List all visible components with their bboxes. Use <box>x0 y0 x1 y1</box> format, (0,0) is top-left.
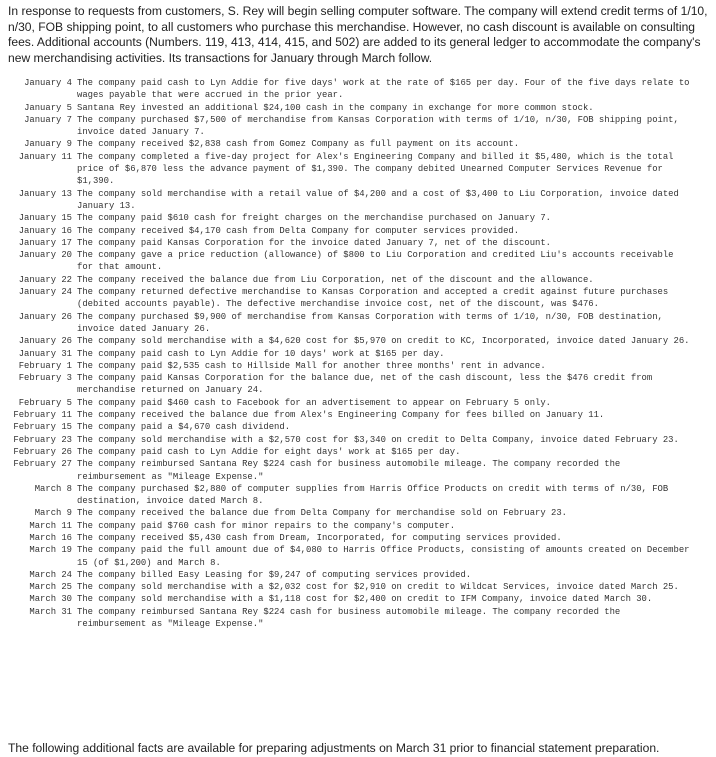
problem-intro: In response to requests from customers, S. Rey will begin selling computer software. The company will extend credit terms of 1/10, n/30, FOB shipping point, to all customers who purchase this merchandise. However, no cash discount is available on consulting fees. Additional accounts (Numbers. 119, 413, 414, 415, and 502) are added to its general ledger to accommodate the company's new merchandising activities. Its transactions for January through March follow. <box>8 4 708 65</box>
transaction-description: The company gave a price reduction (allowance) of $800 to Liu Corporation and credited Liu's accounts receivable for that amount. <box>77 250 674 273</box>
transaction-date: March 31 <box>29 606 72 617</box>
transaction-entry <box>0 372 716 397</box>
transaction-description: The company paid $460 cash to Facebook for an advertisement to appear on February 5 only. <box>77 397 552 408</box>
transaction-entry <box>0 593 716 605</box>
transaction-description: The company sold merchandise with a $4,620 cost for $5,970 on credit to KC, Incorporated, invoice dated January 26. <box>77 336 690 347</box>
transaction-entry <box>0 507 716 519</box>
transaction-date: January 17 <box>18 237 72 248</box>
transaction-list <box>0 77 716 630</box>
transaction-date: January 24 <box>18 287 72 298</box>
transaction-date: January 26 <box>18 311 72 322</box>
transaction-description: The company paid the full amount due of $4,080 to Harris Office Products, consisting of amounts created on December 15 (of $1,200) and March 8. <box>77 545 690 568</box>
transaction-description: The company received the balance due from Alex's Engineering Company for fees billed on January 11. <box>77 410 605 421</box>
transaction-entry <box>0 348 716 360</box>
transaction-description: The company paid $760 cash for minor repairs to the company's computer. <box>77 520 456 531</box>
transaction-date: January 16 <box>18 225 72 236</box>
transaction-date: February 27 <box>13 459 72 470</box>
transaction-date: March 8 <box>34 483 72 494</box>
transaction-entry <box>0 138 716 150</box>
transaction-date: January 31 <box>18 348 72 359</box>
transaction-date: February 5 <box>18 397 72 408</box>
transaction-description: The company sold merchandise with a $2,570 cost for $3,340 on credit to Delta Company, invoice dated February 23. <box>77 434 679 445</box>
transaction-date: January 5 <box>24 102 72 113</box>
transaction-date: January 22 <box>18 274 72 285</box>
transaction-date: March 9 <box>34 508 72 519</box>
transaction-description: The company reimbursed Santana Rey $224 cash for business automobile mileage. The company recorded the reimbursement as "Mileage Expense." <box>77 459 621 482</box>
transaction-date: January 20 <box>18 250 72 261</box>
transaction-date: March 11 <box>29 520 72 531</box>
transaction-description: The company received the balance due from Delta Company for merchandise sold on February 23. <box>77 508 567 519</box>
transaction-date: February 23 <box>13 434 72 445</box>
transaction-entry <box>0 360 716 372</box>
transaction-entry <box>0 532 716 544</box>
transaction-description: The company paid cash to Lyn Addie for eight days' work at $165 per day. <box>77 446 461 457</box>
transaction-date: March 25 <box>29 582 72 593</box>
transaction-date: January 15 <box>18 213 72 224</box>
transaction-entry <box>0 544 716 569</box>
transaction-description: The company paid $610 cash for freight charges on the merchandise purchased on January 7. <box>77 213 552 224</box>
transaction-description: The company paid cash to Lyn Addie for five days' work at the rate of $165 per day. Four of the five days relate to wages payable that were accrued in the prior year. <box>77 78 690 101</box>
transaction-description: The company paid $2,535 cash to Hillside Mall for another three months' rent in advance. <box>77 360 546 371</box>
transaction-description: Santana Rey invested an additional $24,100 cash in the company in exchange for more common stock. <box>77 102 594 113</box>
transaction-entry <box>0 483 716 508</box>
transaction-entry <box>0 458 716 483</box>
transaction-entry <box>0 274 716 286</box>
transaction-description: The company sold merchandise with a retail value of $4,200 and a cost of $3,400 to Liu Corporation, invoice dated January 13. <box>77 188 679 211</box>
transaction-entry <box>0 397 716 409</box>
transaction-entry <box>0 569 716 581</box>
transaction-date: January 7 <box>24 114 72 125</box>
transaction-entry <box>0 606 716 631</box>
transaction-description: The company received the balance due from Liu Corporation, net of the discount and the allowance. <box>77 274 594 285</box>
transaction-entry <box>0 237 716 249</box>
transaction-description: The company paid a $4,670 cash dividend. <box>77 422 291 433</box>
transaction-description: The company sold merchandise with a $1,118 cost for $2,400 on credit to IFM Company, invoice dated March 30. <box>77 594 653 605</box>
transaction-description: The company billed Easy Leasing for $9,247 of computing services provided. <box>77 569 472 580</box>
transaction-description: The company purchased $2,880 of computer supplies from Harris Office Products on credit with terms of n/30, FOB destination, invoice dated March 8. <box>77 483 669 507</box>
transaction-description: The company purchased $7,500 of merchandise from Kansas Corporation with terms of 1/10, n/30, FOB shipping point, invoice dated January 7. <box>77 114 679 138</box>
transaction-date: March 24 <box>29 569 72 580</box>
transaction-entry <box>0 212 716 224</box>
transaction-entry <box>0 311 716 336</box>
transaction-description: The company sold merchandise with a $2,032 cost for $2,910 on credit to Wildcat Services, invoice dated March 25. <box>77 582 679 593</box>
transaction-description: The company paid cash to Lyn Addie for 10 days' work at $165 per day. <box>77 348 445 359</box>
transaction-date: January 13 <box>18 188 72 199</box>
transaction-description: The company purchased $9,900 of merchandise from Kansas Corporation with terms of 1/10, n/30, FOB destination, invoice dated January 26. <box>77 311 663 334</box>
transaction-date: February 11 <box>13 410 72 421</box>
transaction-date: February 15 <box>13 422 72 433</box>
transaction-description: The company received $5,430 cash from Dream, Incorporated, for computing services provided. <box>77 532 562 543</box>
transaction-entry <box>0 188 716 213</box>
transaction-date: February 26 <box>13 446 72 457</box>
transaction-entry <box>0 77 716 102</box>
transaction-entry <box>0 421 716 433</box>
transaction-entry <box>0 225 716 237</box>
transaction-description: The company paid Kansas Corporation for the invoice dated January 7, net of the discount. <box>77 237 552 248</box>
transaction-entry <box>0 581 716 593</box>
transaction-date: January 9 <box>24 139 72 150</box>
transaction-entry <box>0 286 716 311</box>
transaction-description: The company received $2,838 cash from Gomez Company as full payment on its account. <box>77 139 520 150</box>
transaction-date: January 4 <box>24 78 72 88</box>
transaction-entry <box>0 102 716 114</box>
transaction-entry <box>0 446 716 458</box>
transaction-entry <box>0 409 716 421</box>
transaction-description: The company received $4,170 cash from Delta Company for computer services provided. <box>77 225 520 236</box>
transaction-description: The company paid Kansas Corporation for the balance due, net of the cash discount, less the $476 credit from merchandise returned on January 24. <box>77 373 653 396</box>
transaction-entry <box>0 434 716 446</box>
transaction-date: March 16 <box>29 532 72 543</box>
transaction-entry <box>0 335 716 347</box>
transaction-entry <box>0 520 716 532</box>
transaction-description: The company returned defective merchandise to Kansas Corporation and accepted a credit against future purchases (debited accounts payable). The defective merchandise invoice cost, net of the discount, was $476. <box>77 287 669 310</box>
transaction-entry <box>0 151 716 188</box>
transaction-entry <box>0 114 716 139</box>
transaction-date: February 3 <box>18 373 72 384</box>
transaction-entry <box>0 249 716 274</box>
transaction-date: February 1 <box>18 360 72 371</box>
transaction-date: March 19 <box>29 545 72 556</box>
transaction-date: March 30 <box>29 594 72 605</box>
transaction-date: January 26 <box>18 336 72 347</box>
transaction-date: January 11 <box>18 151 72 162</box>
transaction-description: The company completed a five-day project for Alex's Engineering Company and billed it $5,480, which is the total price of $6,870 less the advance payment of $1,390. The company debited Unearned Computer Services Revenue for $1,390. <box>77 151 674 187</box>
transaction-description: The company reimbursed Santana Rey $224 cash for business automobile mileage. The company recorded the reimbursement as "Mileage Expense." <box>77 606 621 630</box>
footer-text: The following additional facts are available for preparing adjustments on March 31 prior to financial statement preparation. <box>8 741 660 755</box>
